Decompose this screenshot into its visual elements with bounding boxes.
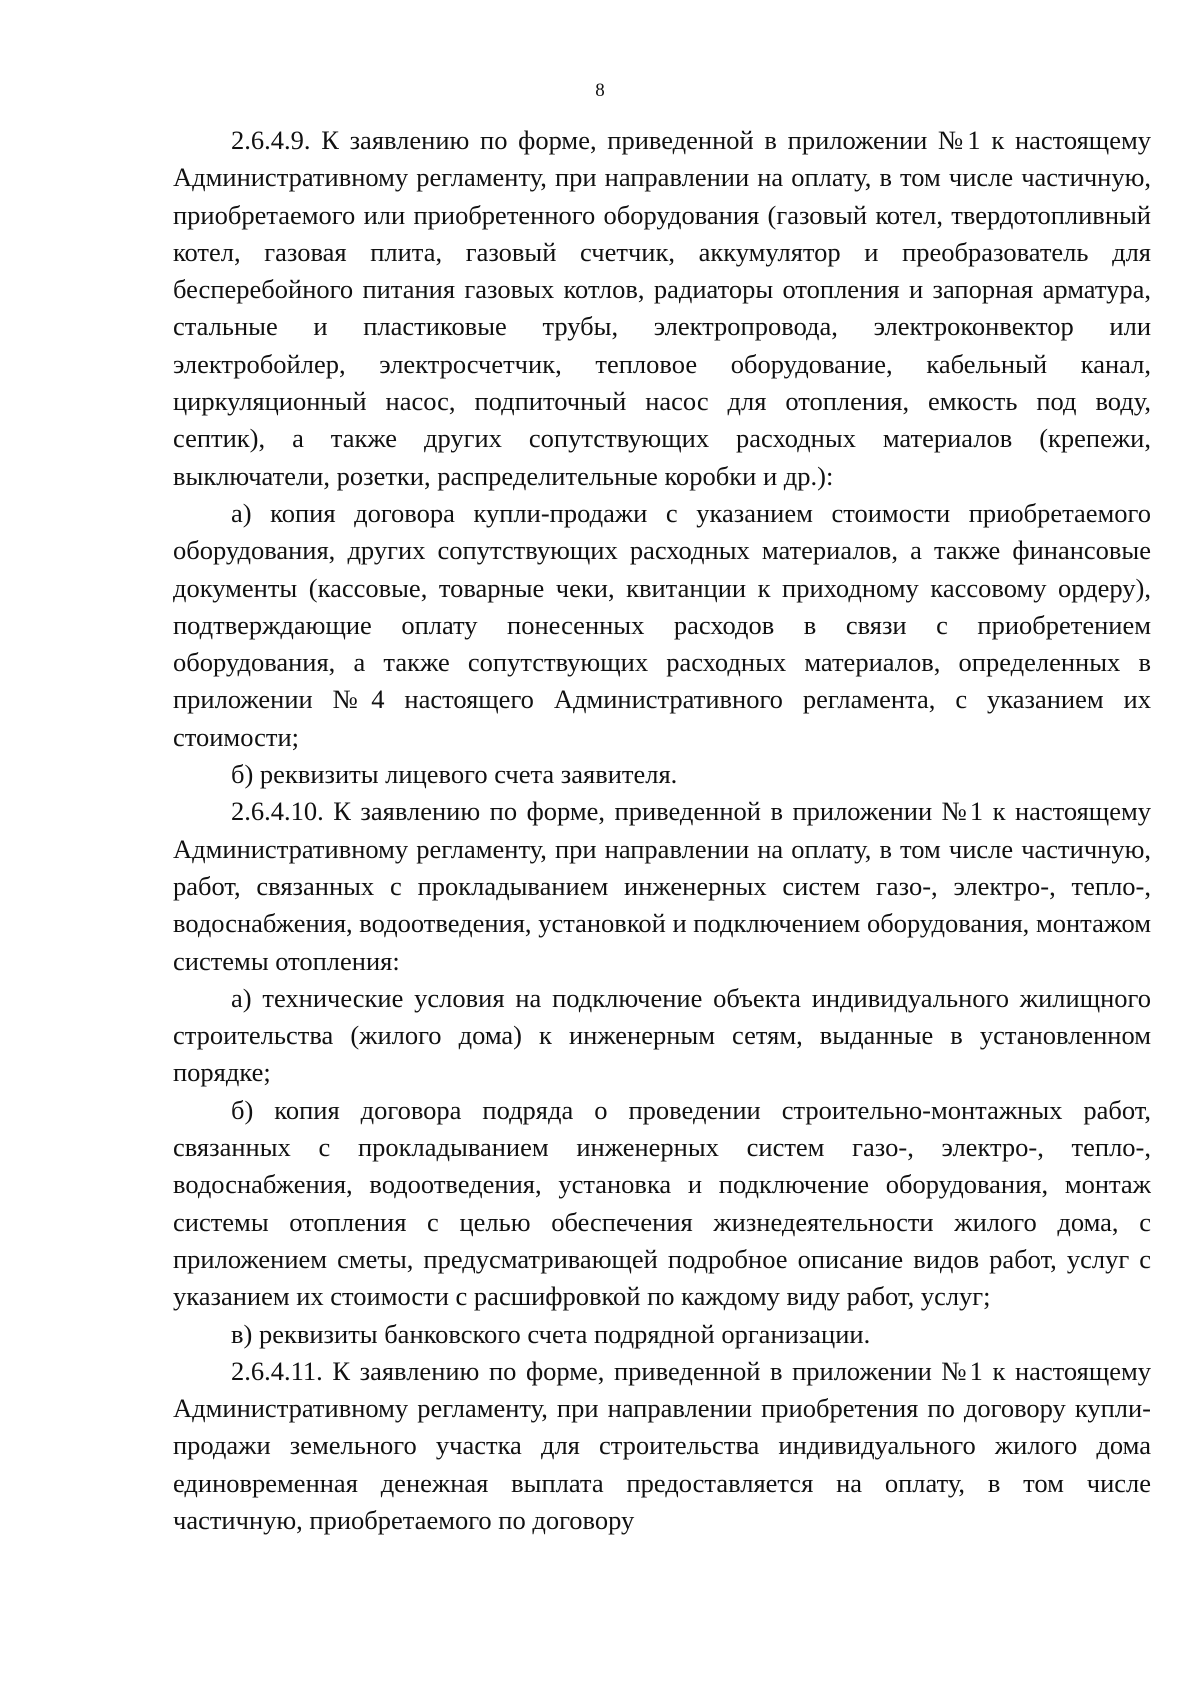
paragraph-2-6-4-10: 2.6.4.10. К заявлению по форме, приведенной в приложении №1 к настоящему Административному регламенту, при направлении на оплату, в том числе частичную, работ, связанных с прокладыванием инженерных систем газо-, электро-, тепло-, водоснабжения, водоотведения, установкой и подключением оборудования, монтажом системы отопления:	[173, 796, 1151, 976]
paragraph-2-6-4-11: 2.6.4.11. К заявлению по форме, приведенной в приложении №1 к настоящему Административному регламенту, при направлении приобретения по договору купли-продажи земельного участка для строительства индивидуального жилого дома единовременная денежная выплата предоставляется на оплату, в том числе частичную, приобретаемого по договору	[173, 1355, 1151, 1535]
document-body	[173, 122, 1151, 1539]
paragraph-item-a-sales-contract: а) копия договора купли-продажи с указанием стоимости приобретаемого оборудования, других сопутствующих расходных материалов, а также финансовые документы (кассовые, товарные чеки, квитанции к приходному кассовому ордеру), подтверждающие оплату понесенных расходов в связи с приобретением оборудования, а также сопутствующих расходных материалов, определенных в приложении №4 настоящего Административного регламента, с указанием их стоимости;	[173, 497, 1151, 752]
paragraph-item-v-bank-details: в) реквизиты банковского счета подрядной организации.	[231, 1318, 871, 1349]
paragraph-2-6-4-9: 2.6.4.9. К заявлению по форме, приведенной в приложении №1 к настоящему Административному регламенту, при направлении на оплату, в том числе частичную, приобретаемого или приобретенного оборудования (газовый котел, твердотопливный котел, газовая плита, газовый счетчик, аккумулятор и преобразователь для бесперебойного питания газовых котлов, радиаторы отопления и запорная арматура, стальные и пластиковые трубы, электропровода, электроконвектор или электробойлер, электросчетчик, тепловое оборудование, кабельный канал, циркуляционный насос, подпиточный насос для отопления, емкость под воду, септик), а также других сопутствующих расходных материалов (крепежи, выключатели, розетки, распределительные коробки и др.):	[173, 125, 1151, 491]
paragraph-item-b-account-details: б) реквизиты лицевого счета заявителя.	[231, 759, 678, 790]
page-number: 8	[595, 80, 605, 101]
paragraph-item-a-technical-conditions: а) технические условия на подключение объекта индивидуального жилищного строительства (жилого дома) к инженерным сетям, выданные в установленном порядке;	[173, 982, 1151, 1088]
paragraph-item-b-contract-copy: б) копия договора подряда о проведении строительно-монтажных работ, связанных с прокладыванием инженерных систем газо-, электро-, тепло-, водоснабжения, водоотведения, установка и подключение оборудования, монтаж системы отопления с целью обеспечения жизнедеятельности жилого дома, с приложением сметы, предусматривающей подробное описание видов работ, услуг с указанием их стоимости с расшифровкой по каждому виду работ, услуг;	[173, 1094, 1151, 1312]
